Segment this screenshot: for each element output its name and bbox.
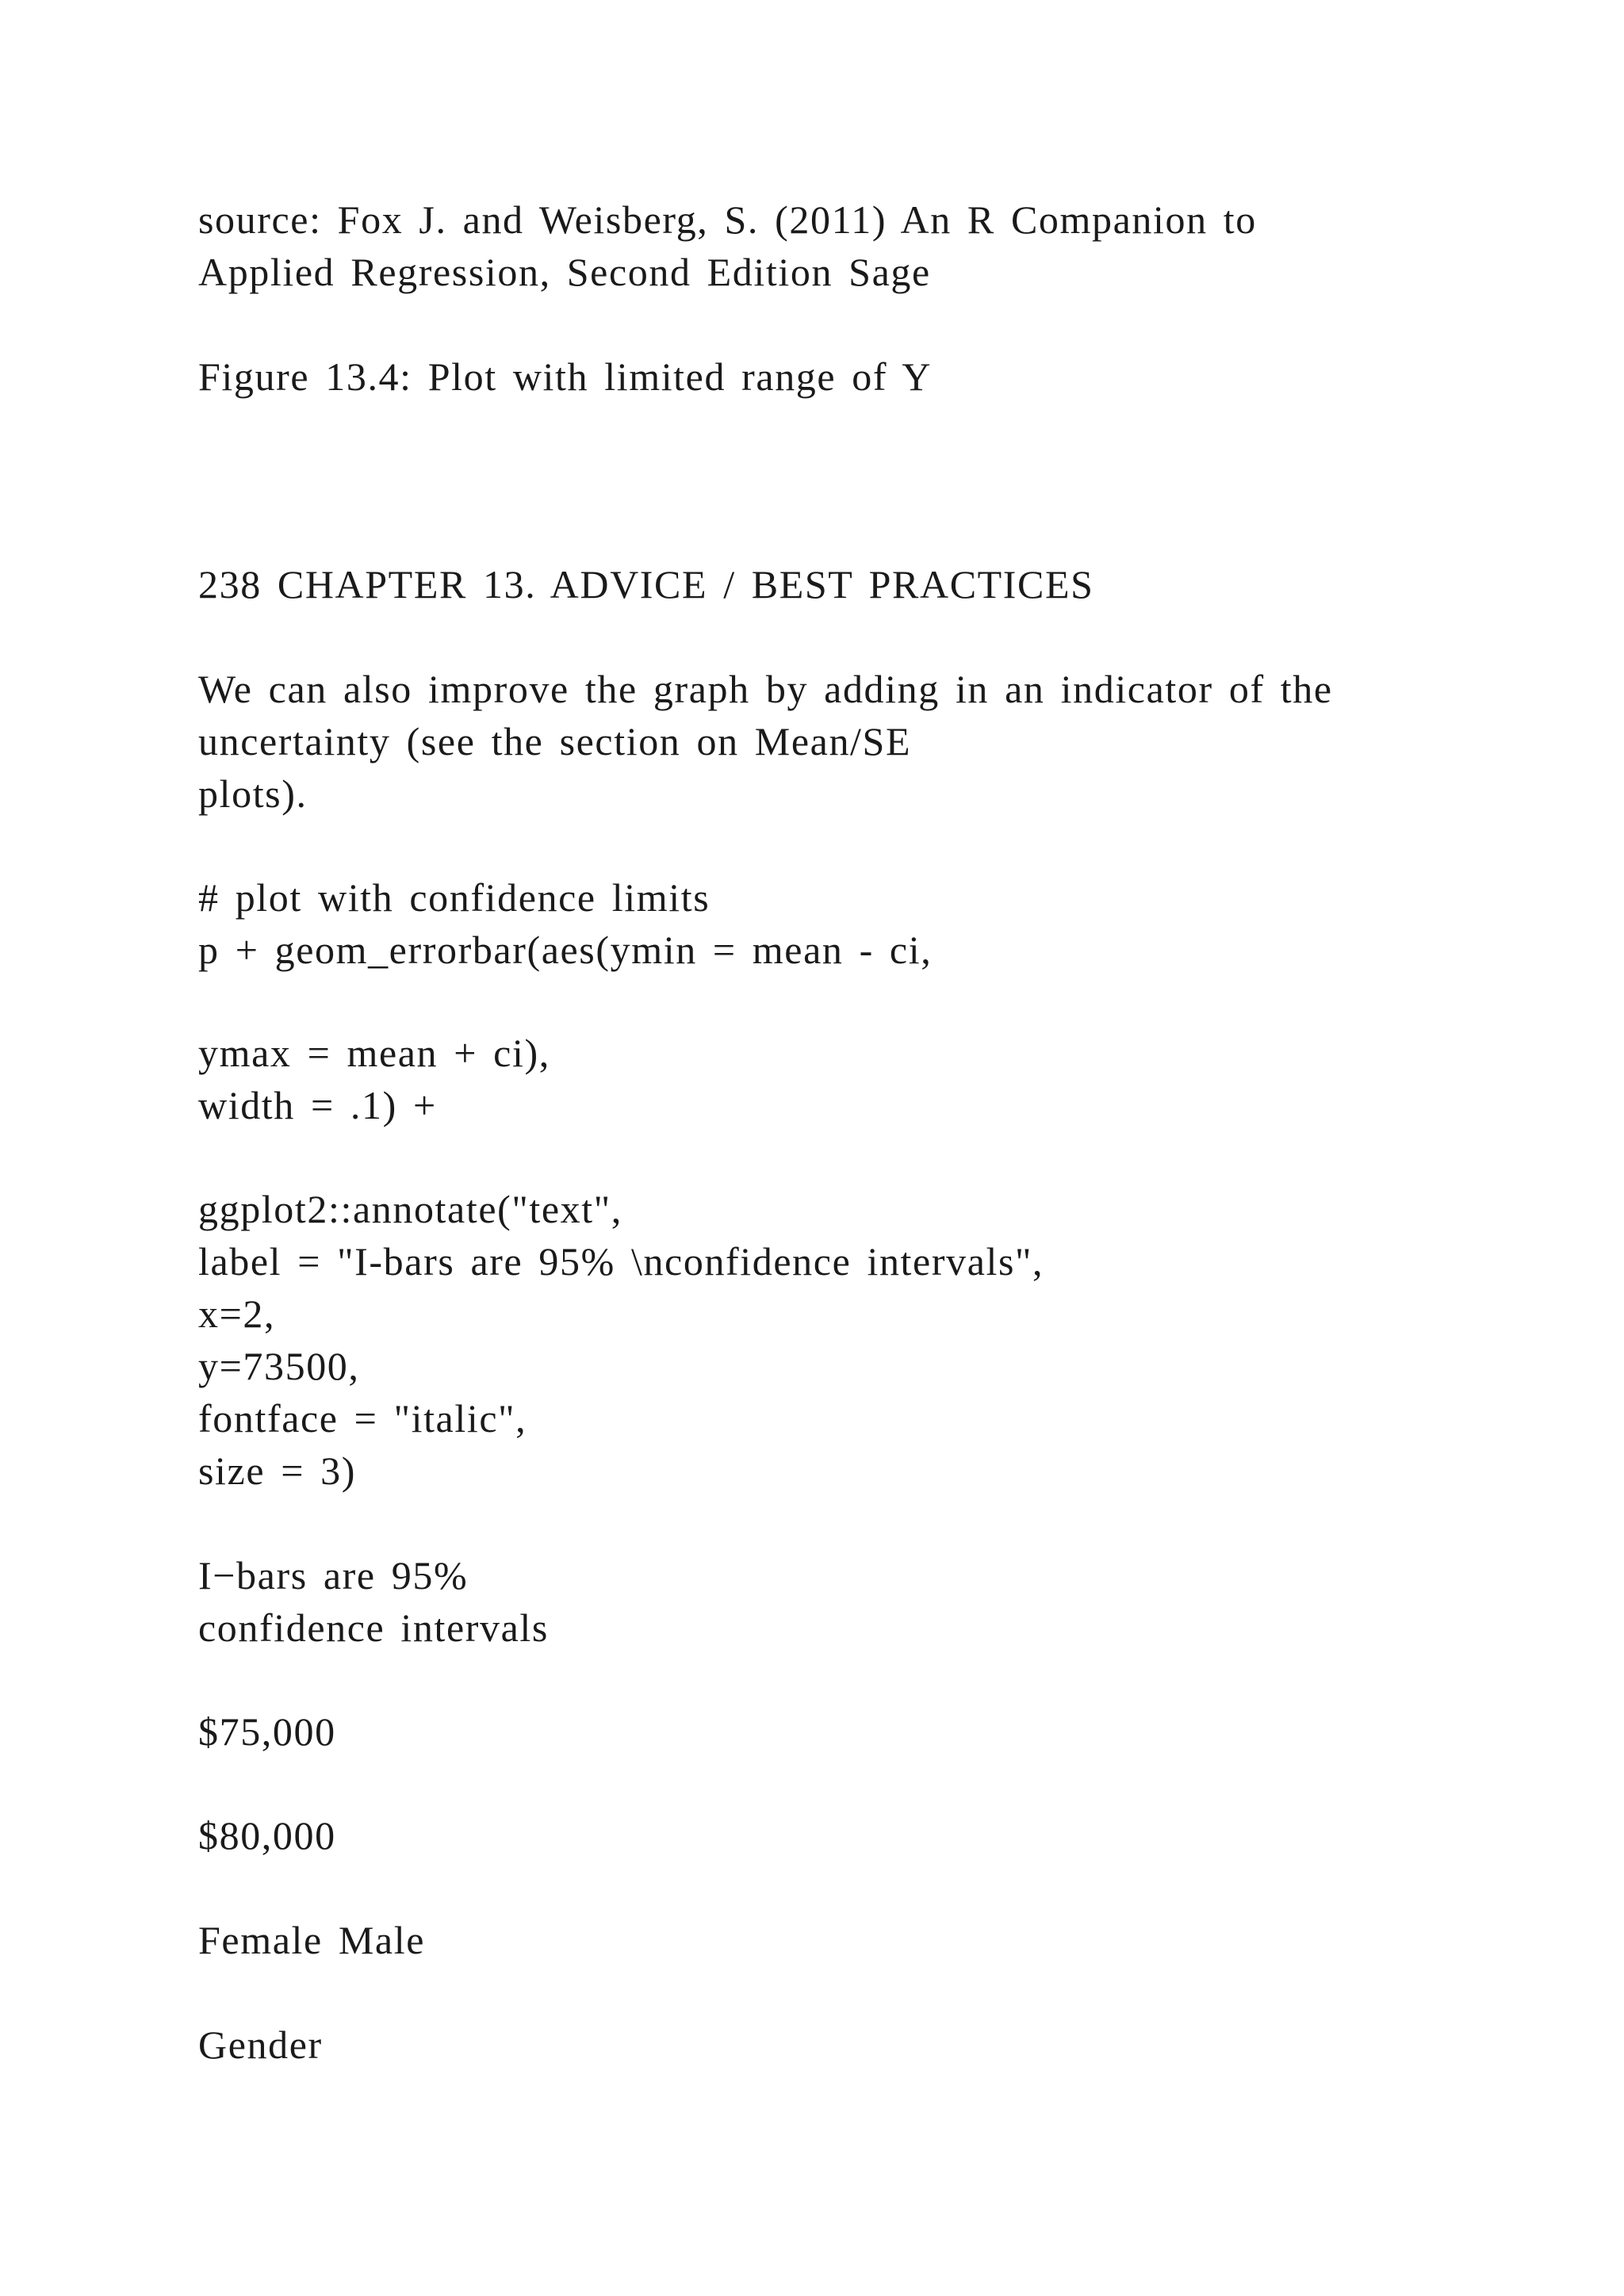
- code-line: x=2,: [198, 1292, 276, 1336]
- code-comment-line: # plot with confidence limits: [198, 875, 710, 920]
- x-axis-categories: Female Male: [198, 1918, 426, 1962]
- source-citation-line-1: source: Fox J. and Weisberg, S. (2011) An R Companion to: [198, 197, 1257, 242]
- body-paragraph-line-3: plots).: [198, 771, 308, 816]
- code-line: ggplot2::annotate("text",: [198, 1187, 622, 1231]
- figure-annotation-line-1: I−bars are 95%: [198, 1553, 469, 1598]
- figure-caption: Figure 13.4: Plot with limited range of Y: [198, 354, 933, 399]
- code-line: ymax = mean + ci),: [198, 1031, 550, 1075]
- code-line: fontface = "italic",: [198, 1396, 527, 1441]
- x-axis-label: Gender: [198, 2022, 323, 2067]
- body-paragraph-line-1: We can also improve the graph by adding in an indicator of the: [198, 667, 1333, 711]
- figure-annotation-line-2: confidence intervals: [198, 1605, 549, 1650]
- code-line: size = 3): [198, 1448, 356, 1493]
- axis-tick-label: $75,000: [198, 1709, 336, 1754]
- code-line: p + geom_errorbar(aes(ymin = mean - ci,: [198, 928, 933, 972]
- source-citation-line-2: Applied Regression, Second Edition Sage: [198, 250, 931, 294]
- code-line: y=73500,: [198, 1344, 360, 1388]
- body-paragraph-line-2: uncertainty (see the section on Mean/SE: [198, 719, 912, 763]
- code-line: label = "I-bars are 95% \nconfidence intervals",: [198, 1239, 1044, 1284]
- page-header: 238 CHAPTER 13. ADVICE / BEST PRACTICES: [198, 562, 1094, 607]
- code-line: width = .1) +: [198, 1083, 437, 1127]
- axis-tick-label: $80,000: [198, 1813, 336, 1858]
